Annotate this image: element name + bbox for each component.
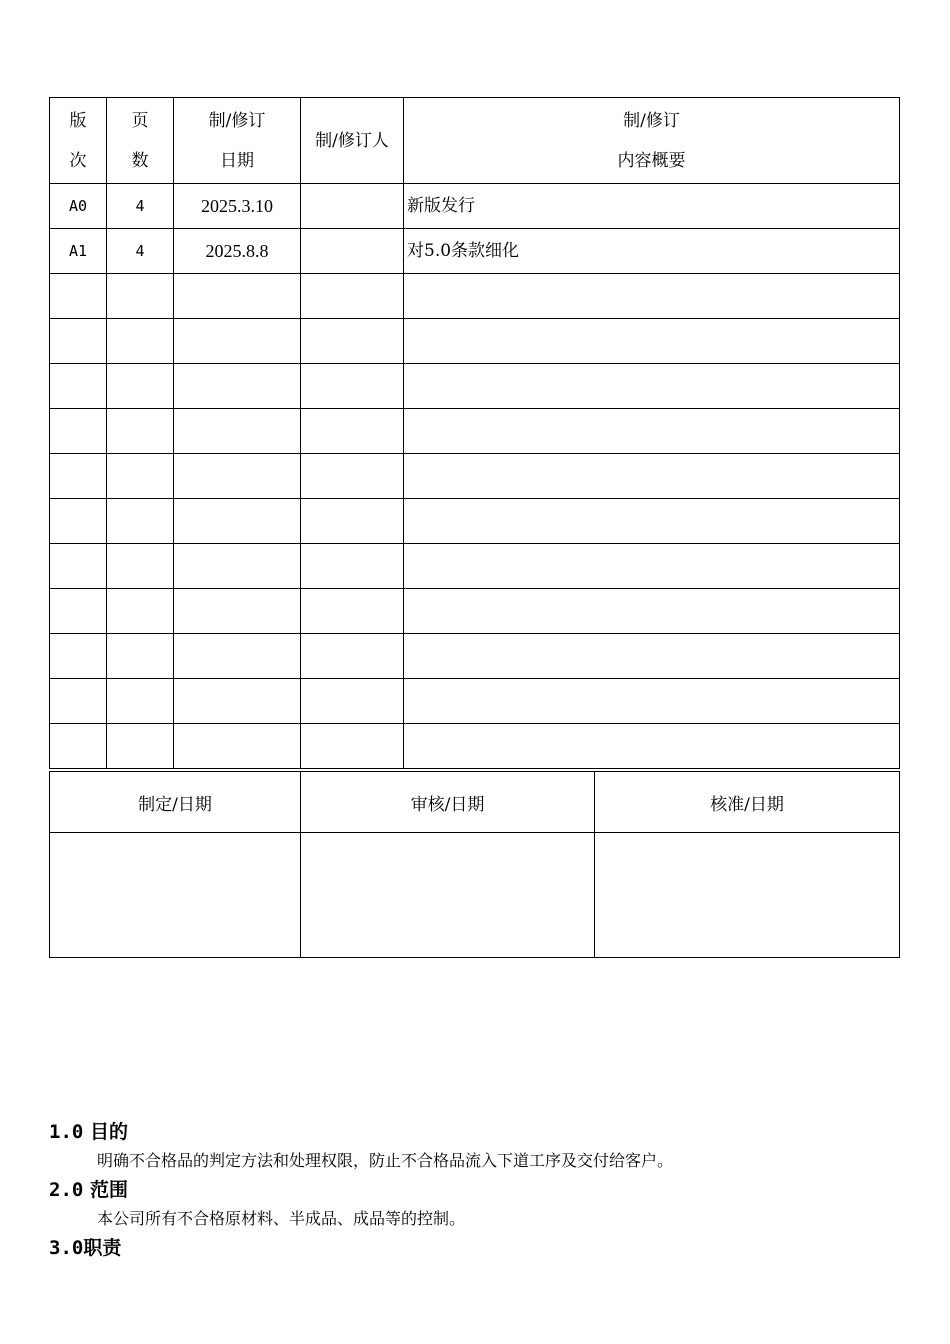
row-pages: 4	[107, 229, 174, 274]
draft-date-label: 制定/日期	[50, 772, 301, 833]
section-heading-purpose: 1.0 目的	[49, 1121, 128, 1143]
section-heading-scope: 2.0 范围	[49, 1179, 128, 1201]
review-date-label: 审核/日期	[301, 772, 595, 833]
section-heading-responsibility: 3.0职责	[49, 1237, 122, 1259]
signature-table	[49, 771, 900, 958]
empty-revision-row	[50, 499, 900, 544]
row-summary: 对5.0条款细化	[404, 229, 900, 274]
empty-revision-row	[50, 544, 900, 589]
purpose-text: 明确不合格品的判定方法和处理权限，防止不合格品流入下道工序及交付给客户。	[97, 1151, 674, 1170]
empty-revision-row	[50, 589, 900, 634]
revision-history-table	[49, 97, 900, 769]
draft-signature-cell	[50, 833, 301, 958]
review-signature-cell	[301, 833, 595, 958]
row-summary: 新版发行	[404, 184, 900, 229]
row-version: A1	[50, 229, 107, 274]
empty-revision-row	[50, 724, 900, 769]
revision-header-row	[50, 98, 900, 184]
empty-revision-row	[50, 454, 900, 499]
empty-revision-row	[50, 319, 900, 364]
empty-revision-row	[50, 409, 900, 454]
signature-body-row	[50, 833, 900, 958]
row-pages: 4	[107, 184, 174, 229]
scope-text: 本公司所有不合格原材料、半成品、成品等的控制。	[97, 1209, 466, 1228]
empty-revision-row	[50, 274, 900, 319]
header-summary: 制/修订 内容概要	[404, 98, 900, 184]
header-pages: 页 数	[107, 98, 174, 184]
revision-row	[50, 229, 900, 274]
row-person	[301, 184, 404, 229]
row-version: A0	[50, 184, 107, 229]
header-date: 制/修订 日期	[174, 98, 301, 184]
approve-date-label: 核准/日期	[595, 772, 900, 833]
row-date: 2025.3.10	[174, 184, 301, 229]
row-date: 2025.8.8	[174, 229, 301, 274]
revision-row	[50, 184, 900, 229]
signature-header-row	[50, 772, 900, 833]
empty-revision-row	[50, 634, 900, 679]
empty-revision-row	[50, 364, 900, 409]
header-version: 版 次	[50, 98, 107, 184]
header-person: 制/修订人	[301, 98, 404, 184]
row-person	[301, 229, 404, 274]
approve-signature-cell	[595, 833, 900, 958]
empty-revision-row	[50, 679, 900, 724]
